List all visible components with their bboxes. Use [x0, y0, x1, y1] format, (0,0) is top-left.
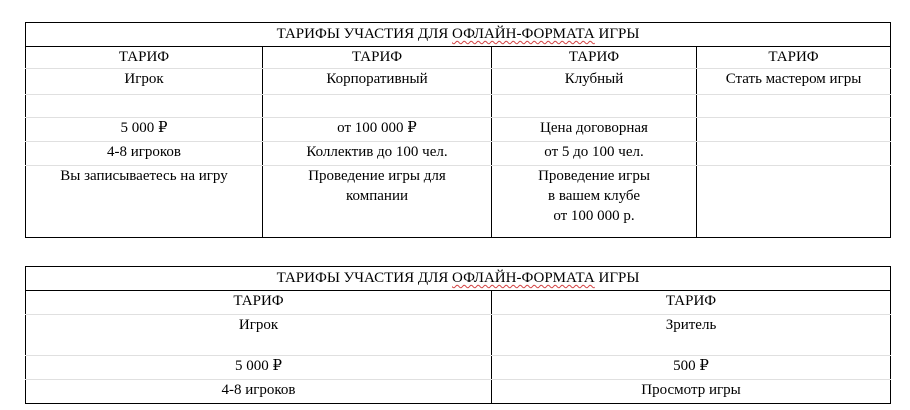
tariff-description: Проведение игры в вашем клубе от 100 000 р.: [492, 166, 697, 238]
tariff-price: от 100 000 ₽: [263, 118, 492, 142]
tariff-description: Проведение игры для компании: [263, 166, 492, 238]
tariff-header: ТАРИФ: [263, 47, 492, 69]
tariff-price: 500 ₽: [492, 356, 891, 380]
tariff-name: Стать мастером игры: [697, 69, 891, 95]
tariff-header: ТАРИФ: [26, 47, 263, 69]
empty-cell: [26, 95, 263, 118]
tariff-name: Игрок: [26, 315, 492, 356]
tariff-description: Вы записываетесь на игру: [26, 166, 263, 238]
tariff-name: Игрок: [26, 69, 263, 95]
tariffs-table-4col: [25, 22, 891, 238]
table-title: ТАРИФЫ УЧАСТИЯ ДЛЯ ОФЛАЙН-ФОРМАТА ИГРЫ: [26, 23, 891, 47]
tariff-name: Зритель: [492, 315, 891, 356]
tariffs-table-2col: [25, 266, 891, 404]
tariff-price: 5 000 ₽: [26, 356, 492, 380]
tariff-capacity: [697, 142, 891, 166]
tariff-capacity: 4-8 игроков: [26, 380, 492, 404]
tariff-header: ТАРИФ: [492, 47, 697, 69]
tariff-description: [697, 166, 891, 238]
tariff-name: Корпоративный: [263, 69, 492, 95]
table-title: ТАРИФЫ УЧАСТИЯ ДЛЯ ОФЛАЙН-ФОРМАТА ИГРЫ: [26, 267, 891, 291]
empty-cell: [263, 95, 492, 118]
tariff-header: ТАРИФ: [697, 47, 891, 69]
empty-cell: [697, 95, 891, 118]
tariff-price: [697, 118, 891, 142]
tariff-capacity: Коллектив до 100 чел.: [263, 142, 492, 166]
tariff-header: ТАРИФ: [26, 291, 492, 315]
tariff-capacity: 4-8 игроков: [26, 142, 263, 166]
tariff-capacity: от 5 до 100 чел.: [492, 142, 697, 166]
tariff-header: ТАРИФ: [492, 291, 891, 315]
tariff-price: 5 000 ₽: [26, 118, 263, 142]
tariff-capacity: Просмотр игры: [492, 380, 891, 404]
tariff-name: Клубный: [492, 69, 697, 95]
tariff-price: Цена договорная: [492, 118, 697, 142]
empty-cell: [492, 95, 697, 118]
